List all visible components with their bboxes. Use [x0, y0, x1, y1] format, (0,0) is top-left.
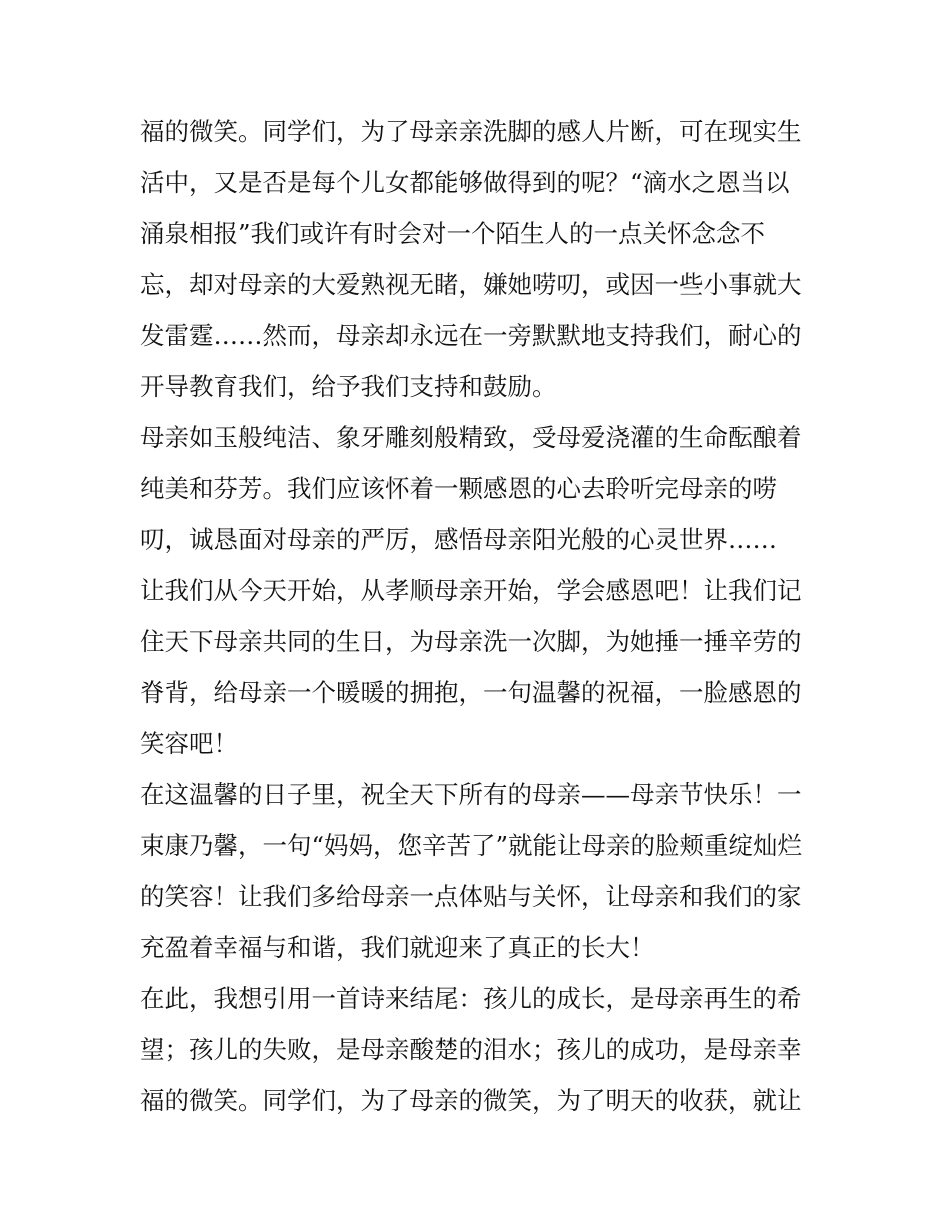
text-line: 福的微笑。同学们，为了母亲的微笑，为了明天的收获，就让 — [140, 1086, 802, 1115]
text-line: 充盈着幸福与和谐，我们就迎来了真正的长大！ — [140, 933, 655, 962]
text-line: 涌泉相报”我们或许有时会对一个陌生人的一点关怀念念不 — [140, 219, 766, 248]
text-line: 母亲如玉般纯洁、象牙雕刻般精致，受母爱浇灌的生命酝酿着 — [140, 423, 802, 452]
text-line: 笑容吧！ — [140, 729, 238, 758]
text-line: 福的微笑。同学们，为了母亲亲洗脚的感人片断，可在现实生 — [140, 117, 802, 146]
text-line: 发雷霆……然而，母亲却永远在一旁默默地支持我们，耐心的 — [140, 321, 802, 350]
text-line: 脊背，给母亲一个暖暖的拥抱，一句温馨的祝福，一脸感恩的 — [140, 678, 802, 707]
text-line: 望；孩儿的失败，是母亲酸楚的泪水；孩儿的成功，是母亲幸 — [140, 1035, 802, 1064]
text-line: 开导教育我们，给予我们支持和鼓励。 — [140, 372, 557, 401]
text-line: 在这温馨的日子里，祝全天下所有的母亲——母亲节快乐！一 — [140, 780, 802, 809]
text-line: 的笑容！让我们多给母亲一点体贴与关怀，让母亲和我们的家 — [140, 882, 802, 911]
text-line: 活中，又是否是每个儿女都能够做得到的呢？“滴水之恩当以 — [140, 168, 790, 197]
text-line: 在此，我想引用一首诗来结尾：孩儿的成长，是母亲再生的希 — [140, 984, 802, 1013]
text-line: 束康乃馨，一句“妈妈，您辛苦了”就能让母亲的脸颊重绽灿烂 — [140, 831, 803, 860]
text-line: 纯美和芬芳。我们应该怀着一颗感恩的心去聆听完母亲的唠 — [140, 474, 777, 503]
text-line: 住天下母亲共同的生日，为母亲洗一次脚，为她捶一捶辛劳的 — [140, 627, 802, 656]
text-line: 让我们从今天开始，从孝顺母亲开始，学会感恩吧！让我们记 — [140, 576, 802, 605]
text-line: 叨，诚恳面对母亲的严厉，感悟母亲阳光般的心灵世界…… — [140, 525, 777, 554]
text-line: 忘，却对母亲的大爱熟视无睹，嫌她唠叨，或因一些小事就大 — [140, 270, 802, 299]
body-text — [140, 106, 820, 1126]
